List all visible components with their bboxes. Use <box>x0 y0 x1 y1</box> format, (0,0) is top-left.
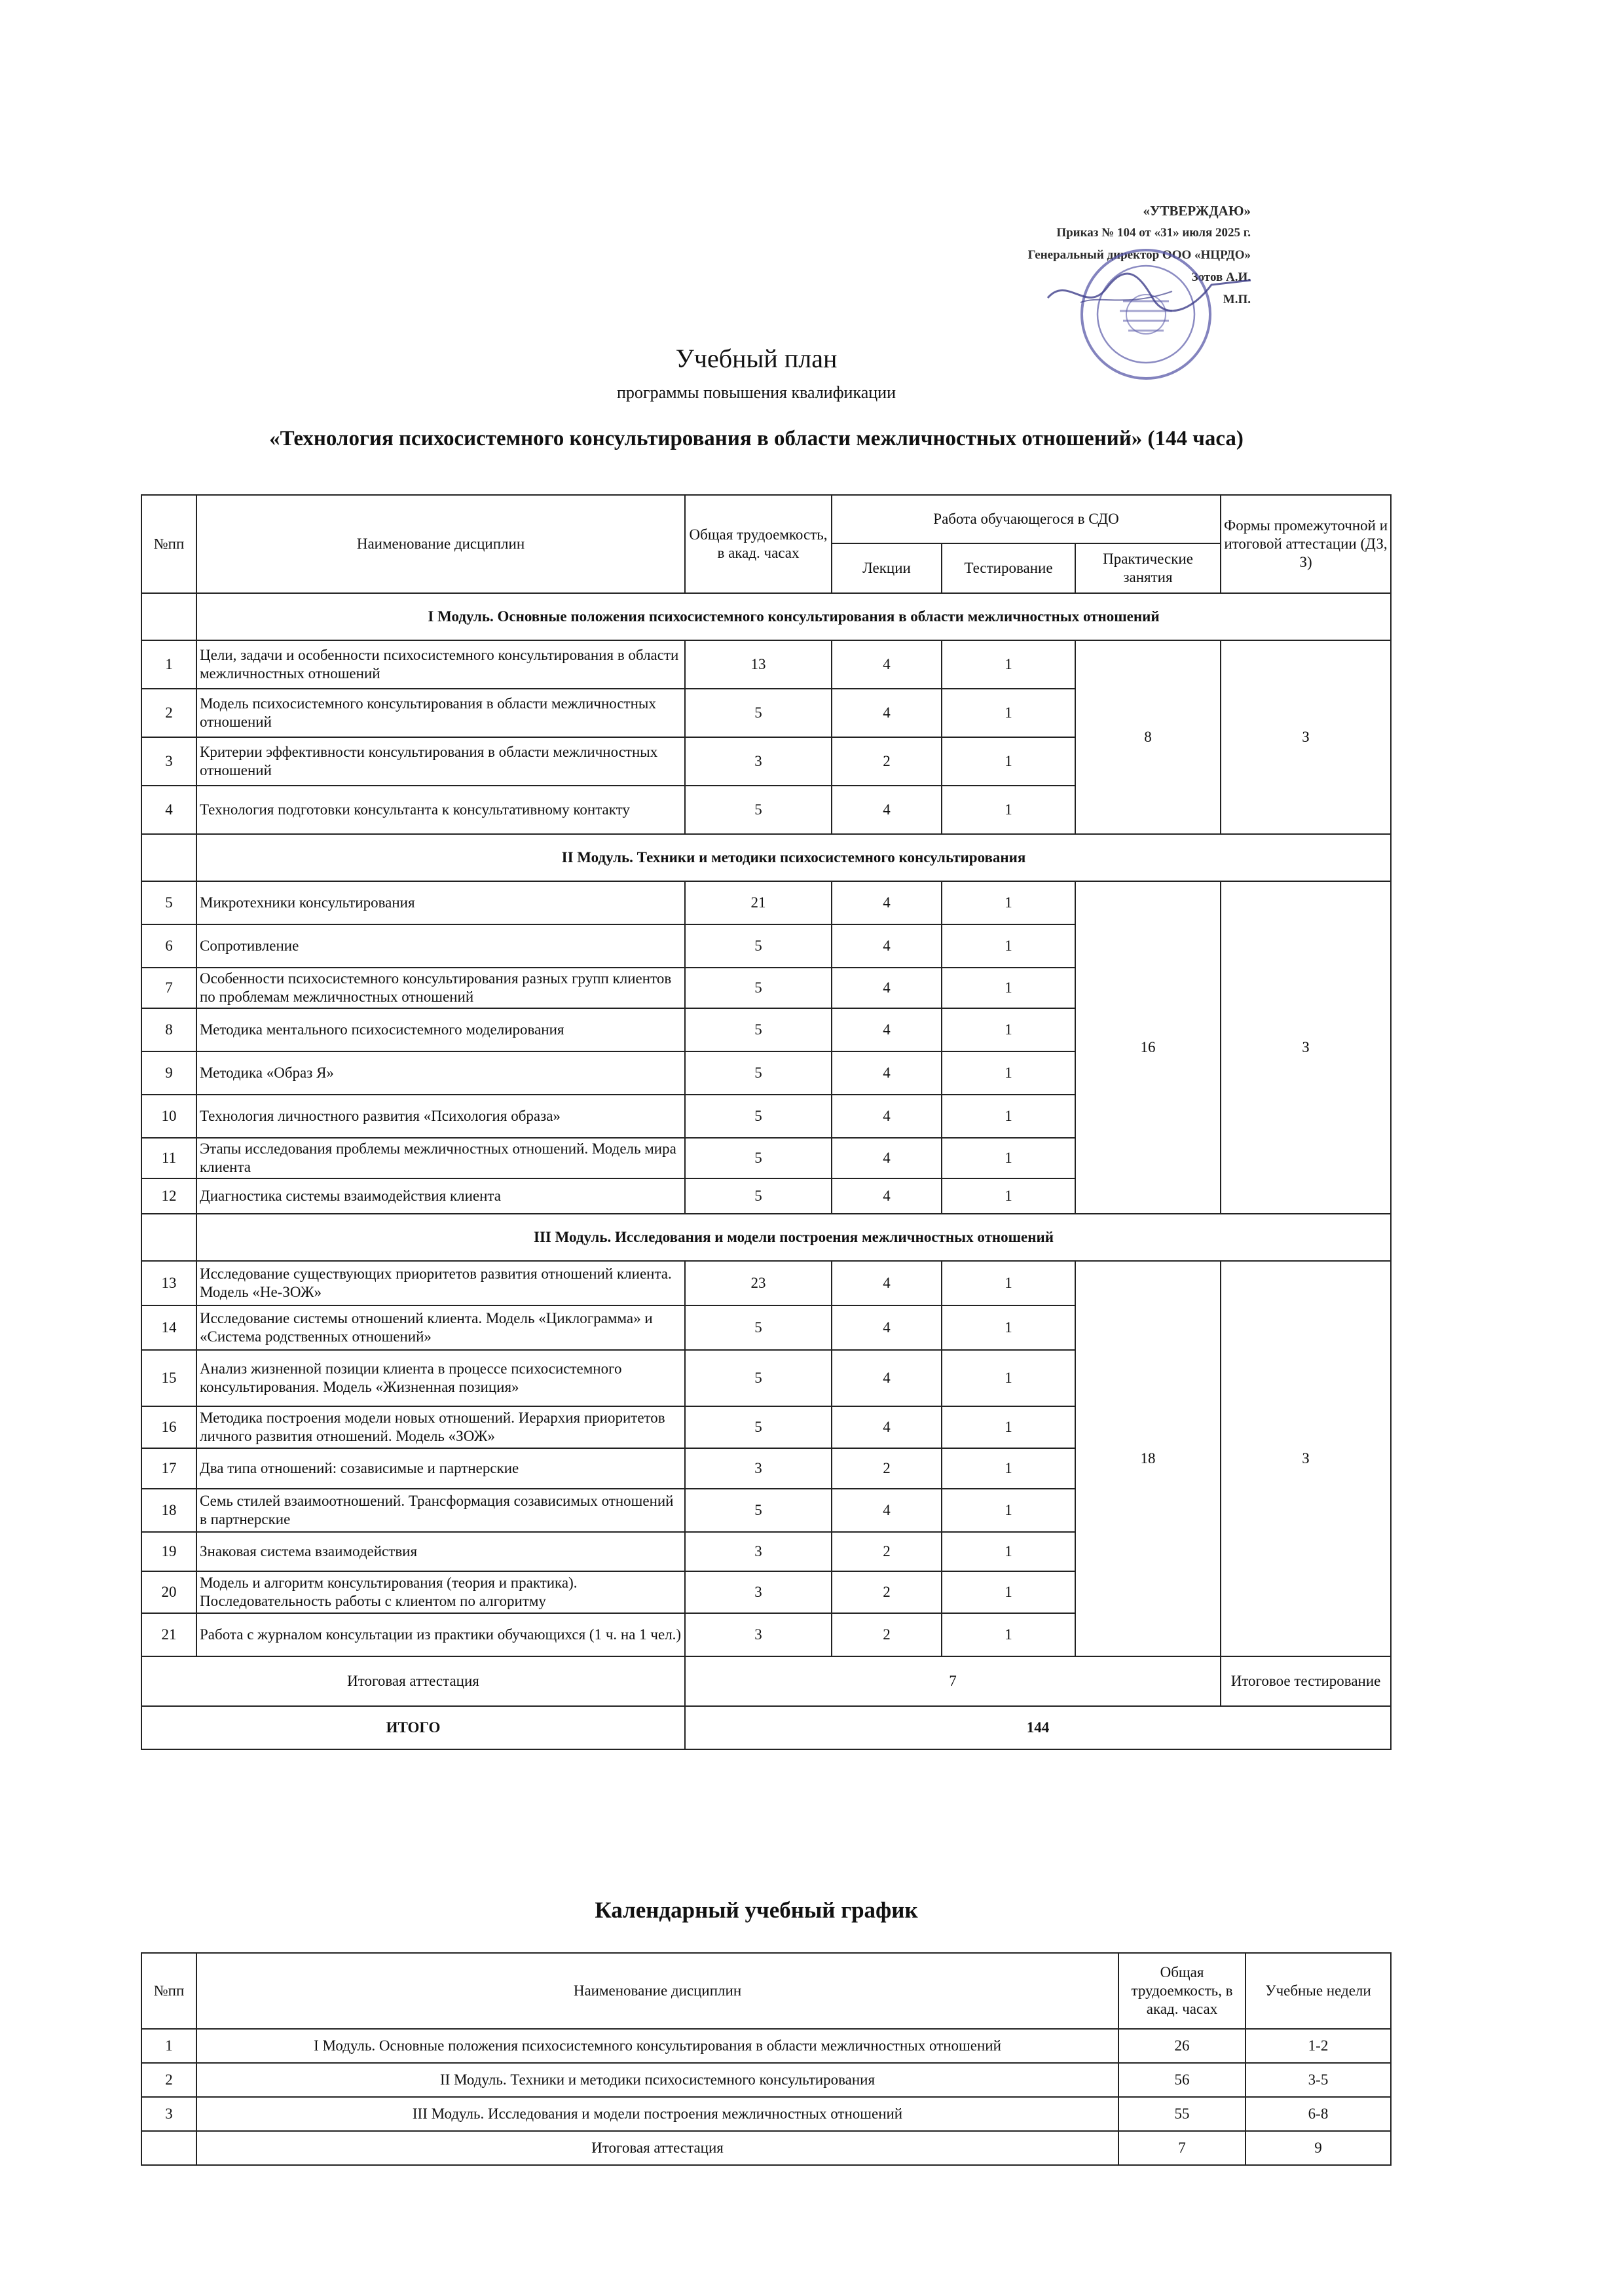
module-title: III Модуль. Исследования и модели построения межличностных отношений <box>196 1214 1391 1261</box>
row-lectures: 4 <box>832 1178 942 1214</box>
row-total-hours: 5 <box>685 1489 832 1532</box>
schedule-weeks: 3-5 <box>1246 2063 1391 2097</box>
schedule-discipline: II Модуль. Техники и методики психосистемного консультирования <box>196 2063 1118 2097</box>
row-number: 11 <box>141 1138 196 1178</box>
row-number: 12 <box>141 1178 196 1214</box>
module-row <box>141 834 1391 881</box>
schedule-weeks: 6-8 <box>1246 2097 1391 2131</box>
row-total-hours: 3 <box>685 737 832 786</box>
row-testing: 1 <box>942 1095 1075 1138</box>
row-number: 18 <box>141 1489 196 1532</box>
header-practice: Практические занятия <box>1075 543 1221 593</box>
schedule-number <box>141 2131 196 2165</box>
row-number: 6 <box>141 924 196 968</box>
row-testing: 1 <box>942 1261 1075 1305</box>
schedule-weeks: 1-2 <box>1246 2029 1391 2063</box>
row-total-hours: 23 <box>685 1261 832 1305</box>
row-testing: 1 <box>942 881 1075 924</box>
row-number: 16 <box>141 1406 196 1448</box>
row-testing: 1 <box>942 968 1075 1008</box>
approval-order: Приказ № 104 от «31» июля 2025 г. <box>1056 226 1251 240</box>
row-lectures: 2 <box>832 1571 942 1613</box>
row-testing: 1 <box>942 1532 1075 1571</box>
module-practice: 16 <box>1075 881 1221 1214</box>
row-testing: 1 <box>942 1138 1075 1178</box>
row-discipline: Методика «Образ Я» <box>196 1051 685 1095</box>
row-discipline: Микротехники консультирования <box>196 881 685 924</box>
row-testing: 1 <box>942 924 1075 968</box>
module-title: II Модуль. Техники и методики психосистемного консультирования <box>196 834 1391 881</box>
row-lectures: 4 <box>832 968 942 1008</box>
row-lectures: 4 <box>832 1051 942 1095</box>
module-form: З <box>1221 881 1391 1214</box>
row-number: 4 <box>141 786 196 834</box>
total-label: ИТОГО <box>141 1706 685 1749</box>
program-title: «Технология психосистемного консультирования в области межличностных отношений» (144 часа) <box>269 427 1244 450</box>
approval-heading: «УТВЕРЖДАЮ» <box>1143 203 1251 219</box>
row-discipline: Методика ментального психосистемного моделирования <box>196 1008 685 1051</box>
total-hours: 144 <box>685 1706 1391 1749</box>
row-testing: 1 <box>942 1571 1075 1613</box>
approval-mp: М.П. <box>1223 293 1251 306</box>
header-name: Наименование дисциплин <box>196 495 685 593</box>
row-lectures: 2 <box>832 1613 942 1656</box>
row-discipline: Этапы исследования проблемы межличностных отношений. Модель мира клиента <box>196 1138 685 1178</box>
header-total: Общая трудоемкость, в акад. часах <box>685 495 832 593</box>
schedule-header-num: №пп <box>141 1953 196 2029</box>
row-testing: 1 <box>942 786 1075 834</box>
row-lectures: 4 <box>832 689 942 737</box>
row-number: 3 <box>141 737 196 786</box>
row-lectures: 2 <box>832 1448 942 1489</box>
header-lectures: Лекции <box>832 543 942 593</box>
row-testing: 1 <box>942 1448 1075 1489</box>
row-testing: 1 <box>942 1305 1075 1350</box>
row-discipline: Семь стилей взаимоотношений. Трансформация созависимых отношений в партнерские <box>196 1489 685 1532</box>
schedule-number: 3 <box>141 2097 196 2131</box>
row-total-hours: 3 <box>685 1448 832 1489</box>
row-discipline: Модель психосистемного консультирования в области межличностных отношений <box>196 689 685 737</box>
row-total-hours: 5 <box>685 1406 832 1448</box>
row-testing: 1 <box>942 640 1075 689</box>
schedule-total-hours: 26 <box>1118 2029 1246 2063</box>
row-discipline: Анализ жизненной позиции клиента в процессе психосистемного консультирования. Модель «Жизненная позиция» <box>196 1350 685 1406</box>
row-total-hours: 3 <box>685 1532 832 1571</box>
row-number: 19 <box>141 1532 196 1571</box>
row-lectures: 4 <box>832 1305 942 1350</box>
row-total-hours: 5 <box>685 1095 832 1138</box>
schedule-total-hours: 55 <box>1118 2097 1246 2131</box>
schedule-row <box>141 2131 1391 2165</box>
row-testing: 1 <box>942 1406 1075 1448</box>
table-row <box>141 881 1391 924</box>
row-number: 21 <box>141 1613 196 1656</box>
row-total-hours: 5 <box>685 1305 832 1350</box>
row-total-hours: 5 <box>685 786 832 834</box>
row-testing: 1 <box>942 1489 1075 1532</box>
row-lectures: 4 <box>832 640 942 689</box>
row-lectures: 4 <box>832 1261 942 1305</box>
row-lectures: 4 <box>832 1138 942 1178</box>
schedule-title: Календарный учебный график <box>595 1897 918 1923</box>
final-hours: 7 <box>685 1656 1221 1706</box>
row-discipline: Особенности психосистемного консультирования разных групп клиентов по проблемам межличностных отношений <box>196 968 685 1008</box>
module-row <box>141 1214 1391 1261</box>
row-discipline: Технология подготовки консультанта к консультативному контакту <box>196 786 685 834</box>
schedule-discipline: I Модуль. Основные положения психосистемного консультирования в области межличностных отношений <box>196 2029 1118 2063</box>
schedule-header-name: Наименование дисциплин <box>196 1953 1118 2029</box>
row-total-hours: 5 <box>685 1138 832 1178</box>
table-row <box>141 640 1391 689</box>
row-discipline: Технология личностного развития «Психология образа» <box>196 1095 685 1138</box>
row-lectures: 4 <box>832 1350 942 1406</box>
row-number: 20 <box>141 1571 196 1613</box>
header-num: №пп <box>141 495 196 593</box>
row-discipline: Работа с журналом консультации из практики обучающихся (1 ч. на 1 чел.) <box>196 1613 685 1656</box>
schedule-total-hours: 56 <box>1118 2063 1246 2097</box>
row-discipline: Два типа отношений: созависимые и партнерские <box>196 1448 685 1489</box>
header-work: Работа обучающегося в СДО <box>832 495 1221 543</box>
module-form: З <box>1221 640 1391 834</box>
row-number: 7 <box>141 968 196 1008</box>
row-number: 2 <box>141 689 196 737</box>
module-empty-cell <box>141 593 196 640</box>
approval-name: Зотов А.И. <box>1191 270 1251 284</box>
page-title: Учебный план <box>675 344 838 373</box>
row-lectures: 4 <box>832 786 942 834</box>
row-total-hours: 21 <box>685 881 832 924</box>
row-number: 17 <box>141 1448 196 1489</box>
module-title: I Модуль. Основные положения психосистемного консультирования в области межличностных отношений <box>196 593 1391 640</box>
row-discipline: Знаковая система взаимодействия <box>196 1532 685 1571</box>
row-discipline: Методика построения модели новых отношений. Иерархия приоритетов личного развития отношений. Модель «ЗОЖ» <box>196 1406 685 1448</box>
row-discipline: Исследование системы отношений клиента. Модель «Циклограмма» и «Система родственных отношений» <box>196 1305 685 1350</box>
schedule-header-total: Общая трудоемкость, в акад. часах <box>1118 1953 1246 2029</box>
row-total-hours: 3 <box>685 1571 832 1613</box>
row-lectures: 4 <box>832 1008 942 1051</box>
row-total-hours: 5 <box>685 1350 832 1406</box>
header-testing: Тестирование <box>942 543 1075 593</box>
row-testing: 1 <box>942 1613 1075 1656</box>
row-discipline: Модель и алгоритм консультирования (теория и практика). Последовательность работы с клиентом по алгоритму <box>196 1571 685 1613</box>
table-row <box>141 1261 1391 1305</box>
row-testing: 1 <box>942 1178 1075 1214</box>
row-discipline: Цели, задачи и особенности психосистемного консультирования в области межличностных отношений <box>196 640 685 689</box>
row-number: 13 <box>141 1261 196 1305</box>
curriculum-table <box>141 494 1392 1750</box>
schedule-header-weeks: Учебные недели <box>1246 1953 1391 2029</box>
schedule-number: 2 <box>141 2063 196 2097</box>
row-number: 9 <box>141 1051 196 1095</box>
row-number: 8 <box>141 1008 196 1051</box>
final-form: Итоговое тестирование <box>1221 1656 1391 1706</box>
schedule-number: 1 <box>141 2029 196 2063</box>
row-testing: 1 <box>942 1350 1075 1406</box>
page-subtitle: программы повышения квалификации <box>616 383 896 402</box>
schedule-discipline: Итоговая аттестация <box>196 2131 1118 2165</box>
row-total-hours: 13 <box>685 640 832 689</box>
row-number: 10 <box>141 1095 196 1138</box>
schedule-discipline: III Модуль. Исследования и модели построения межличностных отношений <box>196 2097 1118 2131</box>
row-lectures: 2 <box>832 737 942 786</box>
total-row <box>141 1706 1391 1749</box>
row-number: 5 <box>141 881 196 924</box>
row-testing: 1 <box>942 689 1075 737</box>
row-testing: 1 <box>942 737 1075 786</box>
module-row <box>141 593 1391 640</box>
schedule-row <box>141 2097 1391 2131</box>
final-label: Итоговая аттестация <box>141 1656 685 1706</box>
schedule-weeks: 9 <box>1246 2131 1391 2165</box>
row-number: 15 <box>141 1350 196 1406</box>
module-practice: 8 <box>1075 640 1221 834</box>
row-lectures: 4 <box>832 1406 942 1448</box>
row-testing: 1 <box>942 1051 1075 1095</box>
row-total-hours: 5 <box>685 689 832 737</box>
module-empty-cell <box>141 1214 196 1261</box>
row-discipline: Исследование существующих приоритетов развития отношений клиента. Модель «Не-ЗОЖ» <box>196 1261 685 1305</box>
row-total-hours: 5 <box>685 1008 832 1051</box>
row-number: 1 <box>141 640 196 689</box>
row-testing: 1 <box>942 1008 1075 1051</box>
header-forms: Формы промежуточной и итоговой аттестации (ДЗ, З) <box>1221 495 1391 593</box>
row-lectures: 4 <box>832 1489 942 1532</box>
row-lectures: 4 <box>832 1095 942 1138</box>
row-lectures: 4 <box>832 881 942 924</box>
row-lectures: 2 <box>832 1532 942 1571</box>
row-total-hours: 3 <box>685 1613 832 1656</box>
row-total-hours: 5 <box>685 1051 832 1095</box>
row-total-hours: 5 <box>685 1178 832 1214</box>
module-practice: 18 <box>1075 1261 1221 1656</box>
row-discipline: Диагностика системы взаимодействия клиента <box>196 1178 685 1214</box>
row-discipline: Критерии эффективности консультирования в области межличностных отношений <box>196 737 685 786</box>
schedule-row <box>141 2063 1391 2097</box>
row-discipline: Сопротивление <box>196 924 685 968</box>
module-form: З <box>1221 1261 1391 1656</box>
module-empty-cell <box>141 834 196 881</box>
row-total-hours: 5 <box>685 924 832 968</box>
row-number: 14 <box>141 1305 196 1350</box>
signature-icon <box>1041 262 1257 321</box>
final-attestation-row <box>141 1656 1391 1706</box>
schedule-total-hours: 7 <box>1118 2131 1246 2165</box>
approval-director: Генеральный директор ООО «НЦРДО» <box>1027 248 1251 262</box>
schedule-row <box>141 2029 1391 2063</box>
row-total-hours: 5 <box>685 968 832 1008</box>
row-lectures: 4 <box>832 924 942 968</box>
schedule-table <box>141 1952 1392 2166</box>
